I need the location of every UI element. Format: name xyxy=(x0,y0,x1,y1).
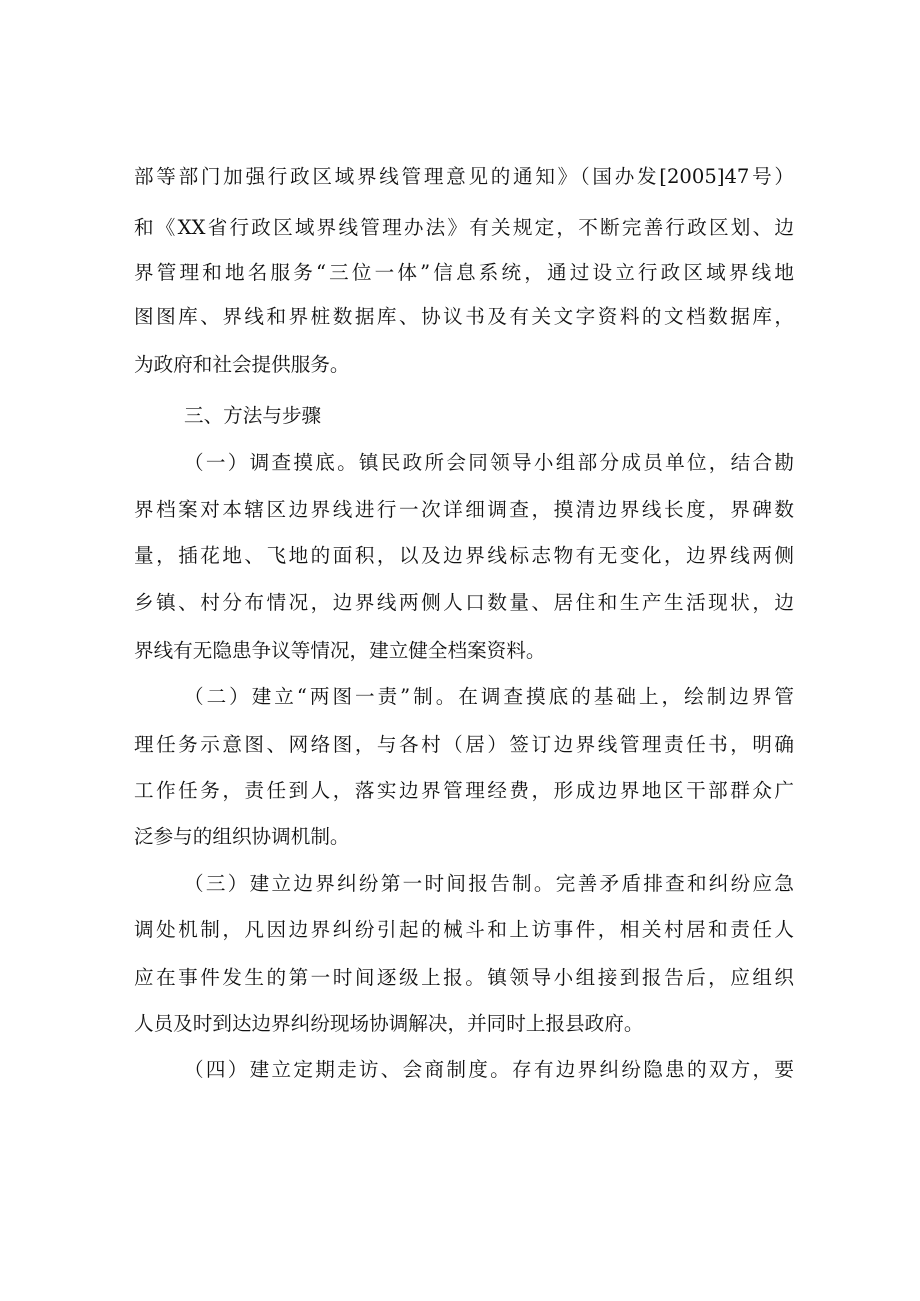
paragraph-line: 应在事件发生的第一时间逐级上报。镇领导小组接到报告后，应组织 xyxy=(134,966,794,989)
paragraph-line: 调处机制，凡因边界纠纷引起的械斗和上访事件，相关村居和责任人 xyxy=(134,918,794,941)
section-heading: 三、方法与步骤 xyxy=(184,404,322,427)
paragraph-line: 界管理和地名服务“三位一体”信息系统，通过设立行政区域界线地 xyxy=(134,261,794,284)
paragraph-line: 和《XX省行政区域界线管理办法》有关规定，不断完善行政区划、边 xyxy=(134,216,794,239)
paragraph-line: 泛参与的组织协调机制。 xyxy=(134,825,350,848)
paragraph-line: 界线有无隐患争议等情况，建立健全档案资料。 xyxy=(134,639,546,662)
paragraph-line: 界档案对本辖区边界线进行一次详细调查，摸清边界线长度，界碑数 xyxy=(134,498,794,521)
paragraph-line: （四）建立定期走访、会商制度。存有边界纠纷隐患的双方，要 xyxy=(184,1058,794,1081)
paragraph-line: 图图库、界线和界桩数据库、协议书及有关文字资料的文档数据库， xyxy=(134,305,794,328)
paragraph-line: （三）建立边界纠纷第一时间报告制。完善矛盾排查和纠纷应急 xyxy=(184,872,794,895)
paragraph-line: 理任务示意图、网络图，与各村（居）签订边界线管理责任书，明确 xyxy=(134,733,794,756)
paragraph-line: （一）调查摸底。镇民政所会同领导小组部分成员单位，结合勘 xyxy=(184,451,794,474)
paragraph-line: （二）建立“两图一责”制。在调查摸底的基础上，绘制边界管 xyxy=(184,685,794,708)
paragraph-line: 部等部门加强行政区域界线管理意见的通知》（国办发[2005]47号） xyxy=(134,165,794,188)
paragraph-line: 为政府和社会提供服务。 xyxy=(134,353,350,376)
paragraph-line: 量，插花地、飞地的面积，以及边界线标志物有无变化，边界线两侧 xyxy=(134,544,794,567)
paragraph-line: 人员及时到达边界纠纷现场协调解决，并同时上报县政府。 xyxy=(134,1012,644,1035)
paragraph-line: 乡镇、村分布情况，边界线两侧人口数量、居住和生产生活现状，边 xyxy=(134,591,794,614)
paragraph-line: 工作任务，责任到人，落实边界管理经费，形成边界地区干部群众广 xyxy=(134,779,794,802)
